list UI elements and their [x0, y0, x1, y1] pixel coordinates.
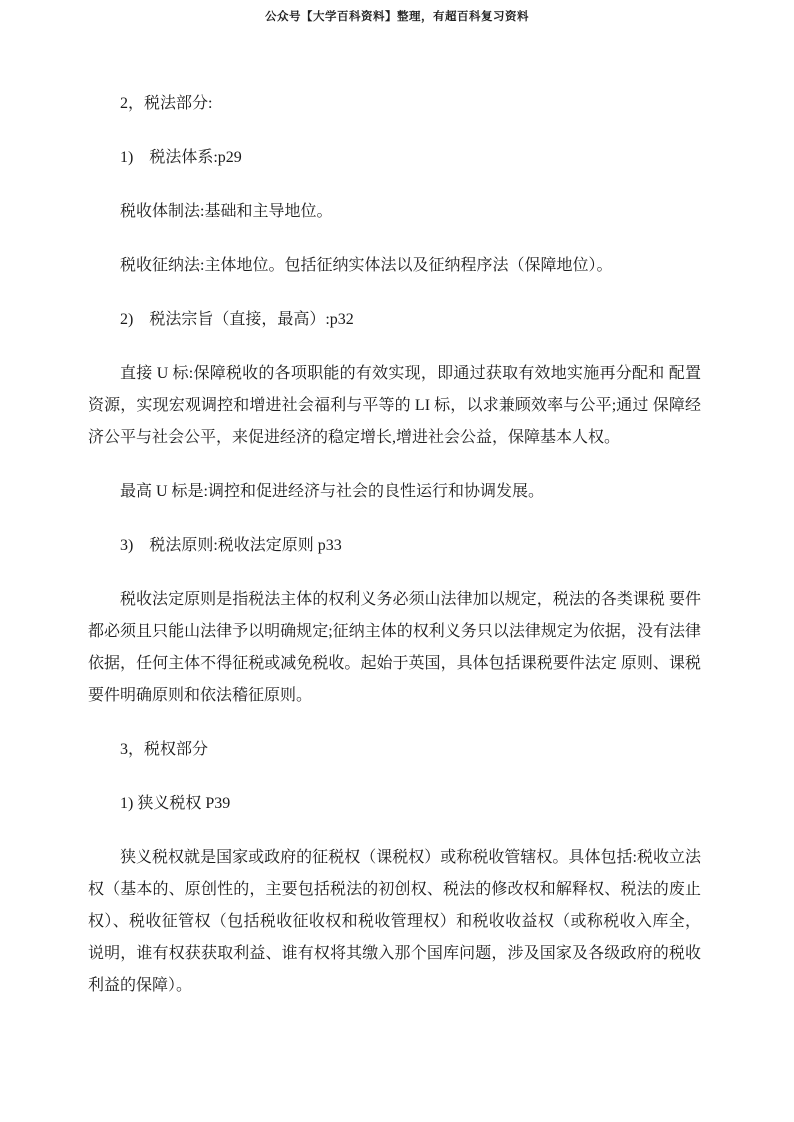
para-tax-collection-law: 税收征纳法:主体地位。包括征纳实体法以及征纳程序法（保障地位）。 [120, 257, 613, 274]
para-statutory-principle: 税收法定原则是指税法主体的权利义务必须山法律加以规定，税法的各类课税 要件都必须且只能山法律予以明确规定;征纳主体的权利义务只以法律规定为依据，没有法律依据，任何主体不得征税或减免税收。起始于英国，具体包括课税要件法定 原则、课税要件明确原则和依法稽征原则。 [88, 591, 701, 704]
para-highest-purpose: 最高 U 标是:调控和促进经济与社会的良性运行和协调发展。 [120, 483, 545, 500]
list-item-tax-law-principle: 3) 税法原则:税收法定原则 p33 [120, 537, 342, 554]
para-narrow-tax-power: 狭义税权就是国家或政府的征税权（课税权）或称税收管辖权。具体包括:税收立法权（基本的、原创性的，主要包括税法的初创权、税法的修改权和解释权、税法的废止权）、税收征管权（包括税收征收权和税收管理权）和税收收益权（或称税收入库全，说明，谁有权获获取利益、谁有权将其缴入那个国库问题，涉及国家及各级政府的税收利益的保障）。 [88, 849, 701, 994]
para-direct-purpose: 直接 U 标:保障税收的各项职能的有效实现，即通过获取有效地实施再分配和 配置资源，实现宏观调控和增进社会福利与平等的 LI 标，以求兼顾效率与公平;通过 保障经济公平与社会公平，来促进经济的稳定增长,增进社会公益，保障基本人权。 [88, 365, 701, 446]
list-item-narrow-tax-power: 1) 狭义税权 P39 [120, 795, 231, 812]
heading-tax-power-section: 3，税权部分 [120, 741, 209, 758]
list-item-tax-law-purpose: 2) 税法宗旨（直接，最高）:p32 [120, 311, 354, 328]
page-header-note: 公众号【大学百科资料】整理，有超百科复习资料 [265, 11, 529, 23]
para-tax-system-law: 税收体制法:基础和主导地位。 [120, 203, 333, 220]
heading-tax-law-section: 2，税法部分: [120, 95, 213, 112]
document-body [88, 88, 701, 1024]
list-item-tax-law-system: 1) 税法体系:p29 [120, 149, 242, 166]
